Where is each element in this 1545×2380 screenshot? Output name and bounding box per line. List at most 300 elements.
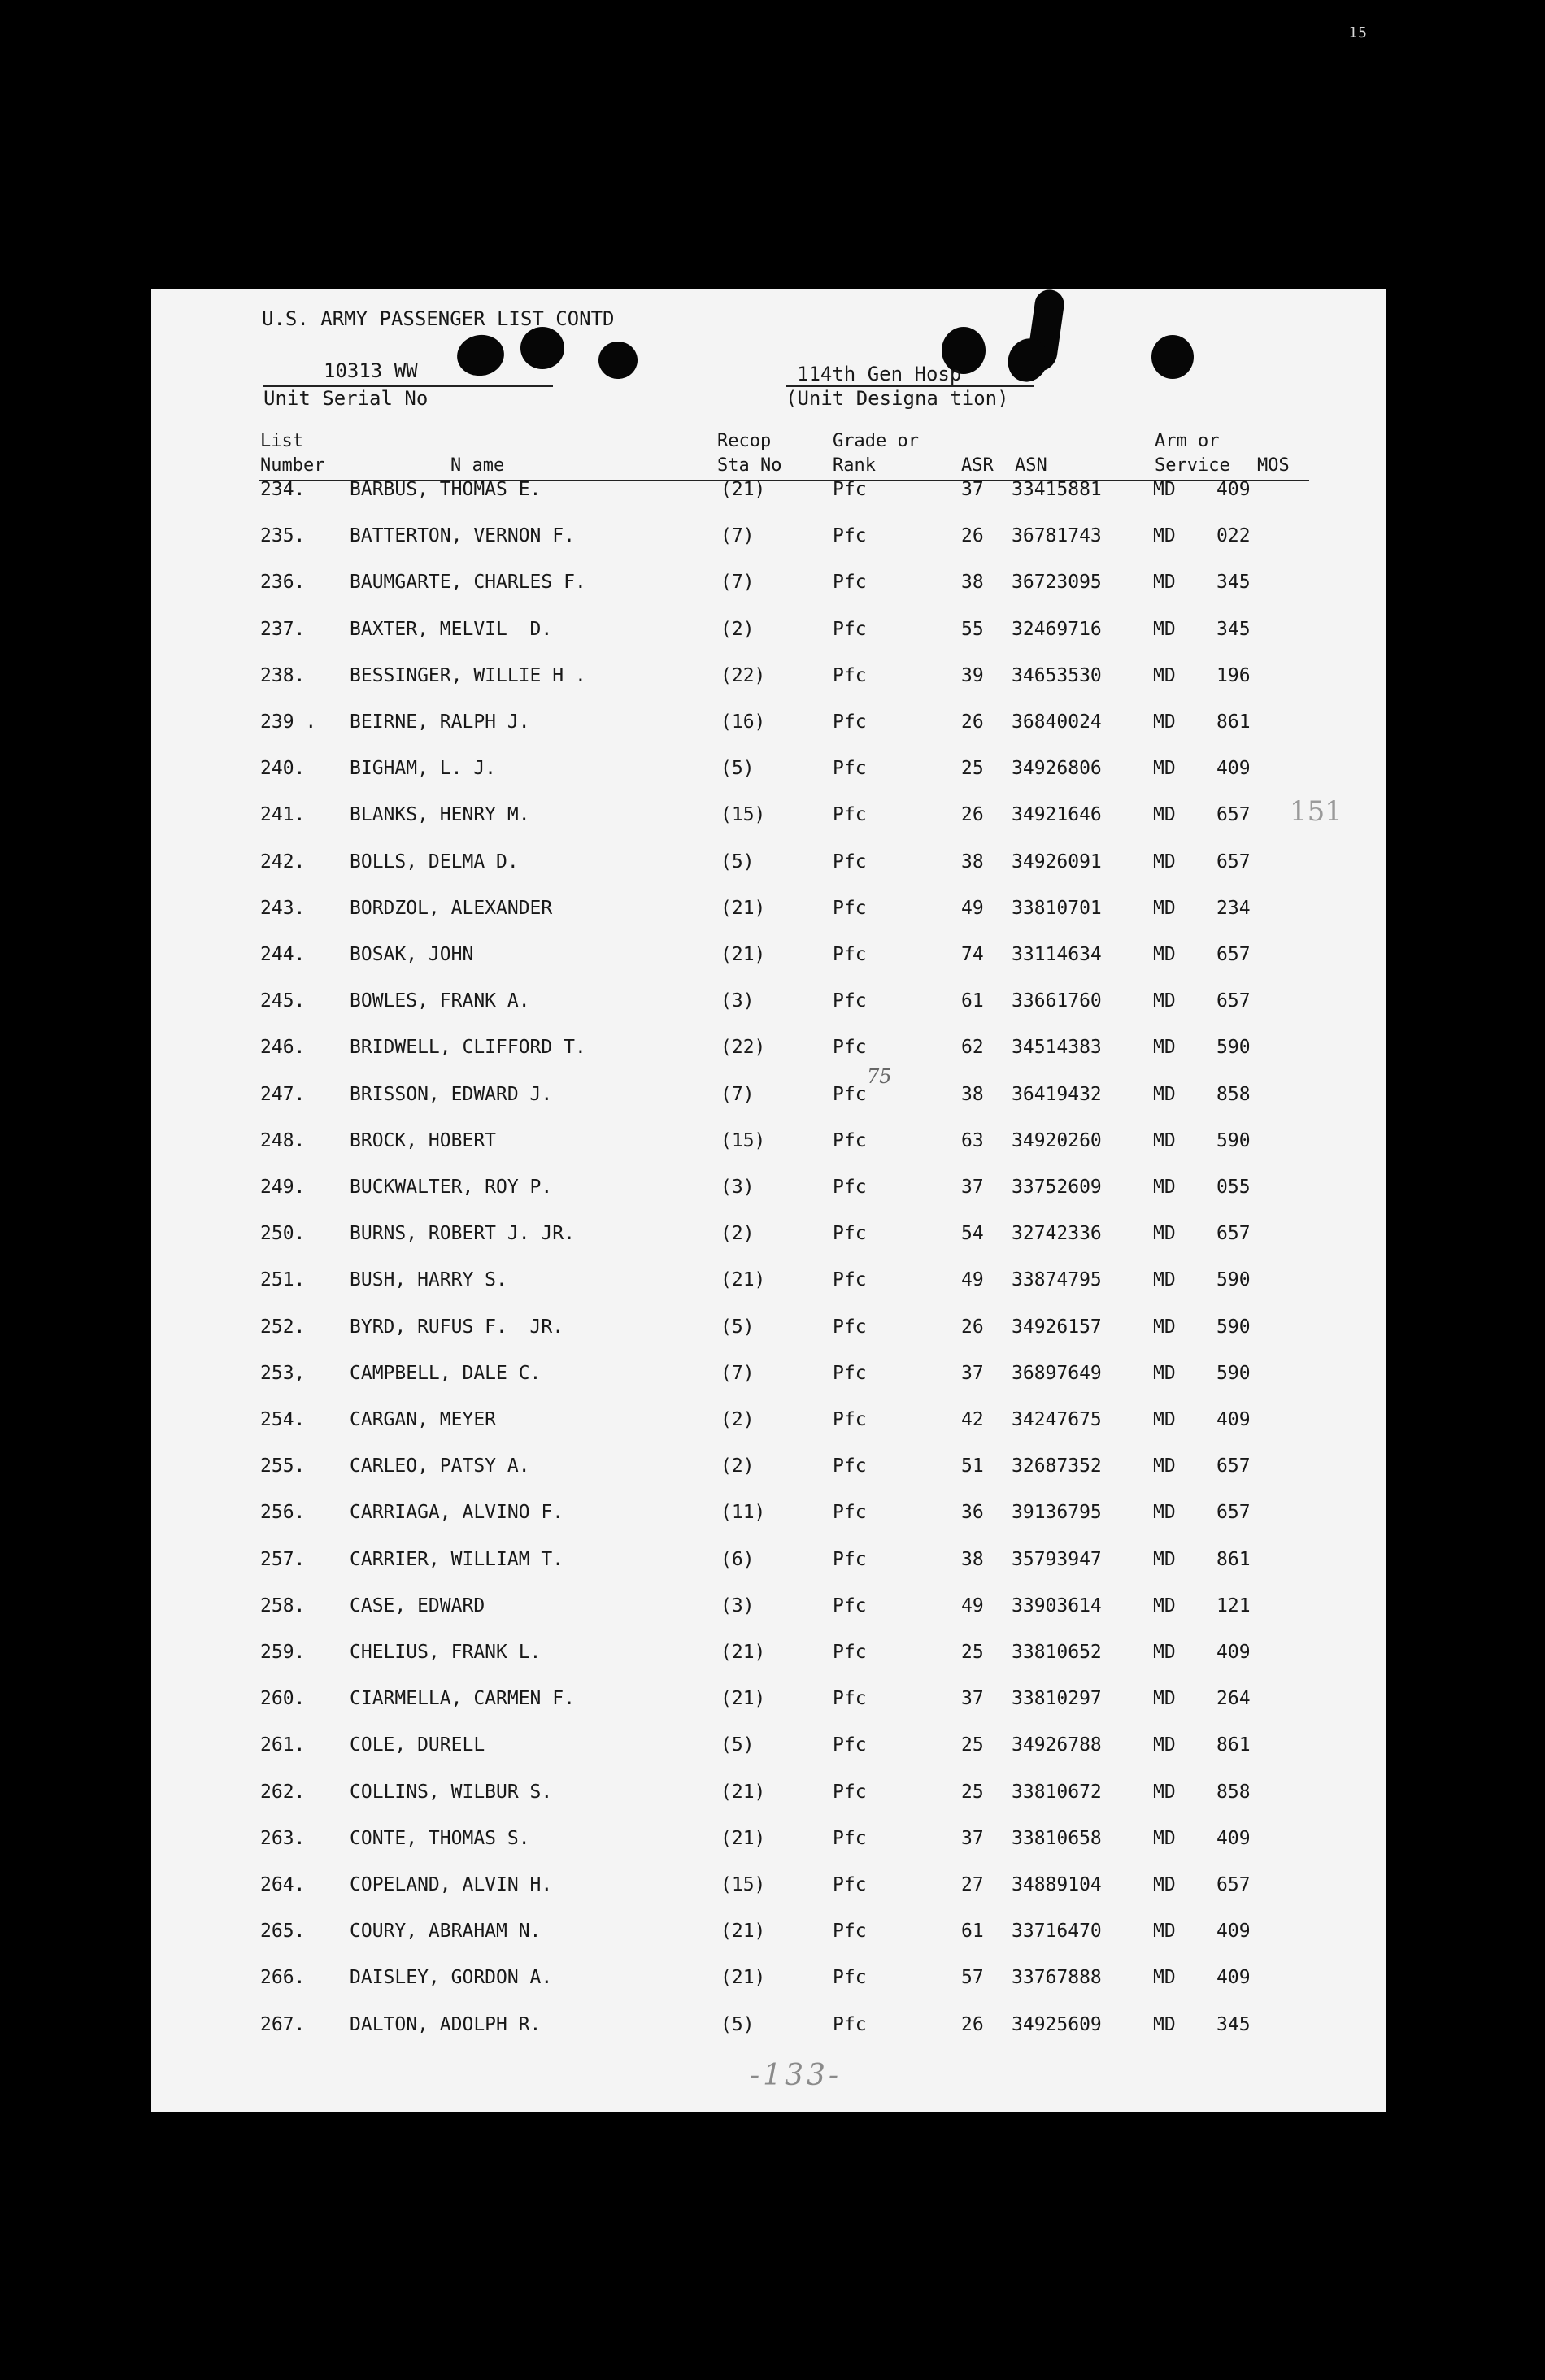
recop-station: (22) [720,664,766,686]
asr-score: 26 [961,2013,984,2035]
recop-station: (7) [720,572,755,594]
unit-designation-label: (Unit Designa tion) [786,385,1034,410]
table-row [151,849,1386,875]
arm-service: MD [1153,1362,1176,1384]
passenger-name: CARGAN, MEYER [350,1409,497,1430]
mos-code: 590 [1216,1037,1251,1059]
passenger-name: CARRIAGA, ALVINO F. [350,1502,564,1524]
table-row [151,1453,1386,1479]
table-row [151,1547,1386,1573]
mos-code: 409 [1216,758,1251,780]
passenger-name: COPELAND, ALVIN H. [350,1874,553,1895]
table-row [151,1732,1386,1758]
recop-station: (2) [720,1455,755,1477]
arm-service: MD [1153,1874,1176,1895]
grade-rank: Pfc [833,1269,867,1291]
mos-code: 409 [1216,1921,1251,1943]
recop-station: (21) [720,1642,766,1663]
grade-rank: Pfc [833,1781,867,1803]
list-number: 244. [260,944,306,965]
arm-service: MD [1153,1455,1176,1477]
arm-service: MD [1153,1129,1176,1151]
army-serial-number: 36897649 [1012,1362,1102,1384]
army-serial-number: 33716470 [1012,1921,1102,1943]
list-number: 247. [260,1083,306,1105]
grade-rank: Pfc [833,897,867,919]
list-number: 238. [260,664,306,686]
mos-code: 121 [1216,1595,1251,1616]
table-row [151,1686,1386,1712]
grade-rank: Pfc [833,990,867,1012]
asr-score: 63 [961,1129,984,1151]
recop-station: (6) [720,1548,755,1570]
army-serial-number: 33767888 [1012,1967,1102,1989]
column-header-asr: ASR [961,455,994,476]
mos-code: 590 [1216,1129,1251,1151]
recop-station: (21) [720,897,766,919]
grade-rank: Pfc [833,2013,867,2035]
unit-designation-value: 114th Gen Hosp [797,363,962,385]
list-number: 241. [260,804,306,826]
asr-score: 37 [961,479,984,500]
grade-rank: Pfc [833,664,867,686]
army-serial-number: 33810297 [1012,1688,1102,1710]
list-number: 262. [260,1781,306,1803]
mos-code: 861 [1216,1548,1251,1570]
mos-code: 657 [1216,851,1251,872]
recop-station: (21) [720,1967,766,1989]
list-number: 263. [260,1827,306,1849]
grade-rank: Pfc [833,618,867,640]
grade-rank: Pfc [833,1967,867,1989]
grade-rank: Pfc [833,572,867,594]
recop-station: (7) [720,525,755,547]
mos-code: 657 [1216,1874,1251,1895]
arm-service: MD [1153,758,1176,780]
grade-rank: Pfc [833,1455,867,1477]
mos-code: 055 [1216,1177,1251,1198]
passenger-name: BUCKWALTER, ROY P. [350,1177,553,1198]
arm-service: MD [1153,851,1176,872]
army-serial-number: 32742336 [1012,1223,1102,1245]
arm-service: MD [1153,1642,1176,1663]
arm-service: MD [1153,2013,1176,2035]
grade-rank: Pfc [833,479,867,500]
grade-rank: Pfc [833,1642,867,1663]
asr-score: 25 [961,1734,984,1756]
arm-service: MD [1153,1316,1176,1338]
army-serial-number: 32687352 [1012,1455,1102,1477]
grade-rank: Pfc [833,1129,867,1151]
passenger-name: DALTON, ADOLPH R. [350,2013,542,2035]
asr-score: 57 [961,1967,984,1989]
arm-service: MD [1153,525,1176,547]
army-serial-number: 34926157 [1012,1316,1102,1338]
asr-score: 27 [961,1874,984,1895]
arm-service: MD [1153,1595,1176,1616]
list-number: 257. [260,1548,306,1570]
list-number: 252. [260,1316,306,1338]
mos-code: 590 [1216,1316,1251,1338]
list-number: 266. [260,1967,306,1989]
asr-score: 38 [961,1548,984,1570]
asr-score: 25 [961,1781,984,1803]
mos-code: 657 [1216,944,1251,965]
asr-score: 38 [961,572,984,594]
grade-rank: Pfc [833,1083,867,1105]
table-row [151,1593,1386,1619]
unit-serial-label: Unit Serial No [263,385,553,410]
arm-service: MD [1153,1223,1176,1245]
arm-service: MD [1153,1781,1176,1803]
margin-page-number: 151 [1290,795,1343,828]
recop-station: (21) [720,479,766,500]
passenger-name: COURY, ABRAHAM N. [350,1921,542,1943]
column-header-name: N ame [450,455,505,476]
grade-rank: Pfc [833,1037,867,1059]
list-number: 249. [260,1177,306,1198]
mos-code: 409 [1216,1409,1251,1430]
asr-score: 49 [961,1595,984,1616]
passenger-name: BURNS, ROBERT J. JR. [350,1223,575,1245]
arm-service: MD [1153,1827,1176,1849]
mos-code: 657 [1216,1502,1251,1524]
mos-code: 345 [1216,2013,1251,2035]
recop-station: (5) [720,1316,755,1338]
grade-rank: Pfc [833,1177,867,1198]
table-row [151,1128,1386,1154]
army-serial-number: 34920260 [1012,1129,1102,1151]
army-serial-number: 34514383 [1012,1037,1102,1059]
asr-score: 26 [961,711,984,733]
passenger-name: CASE, EDWARD [350,1595,485,1616]
list-number: 261. [260,1734,306,1756]
arm-service: MD [1153,711,1176,733]
asr-score: 37 [961,1688,984,1710]
column-header-mos: MOS [1257,455,1290,476]
list-number: 245. [260,990,306,1012]
grade-rank: Pfc [833,1502,867,1524]
list-number: 246. [260,1037,306,1059]
passenger-name: BOWLES, FRANK A. [350,990,530,1012]
mos-code: 590 [1216,1269,1251,1291]
grade-rank: Pfc [833,1734,867,1756]
arm-service: MD [1153,618,1176,640]
mos-code: 264 [1216,1688,1251,1710]
table-row [151,523,1386,549]
list-number: 250. [260,1223,306,1245]
table-row [151,569,1386,595]
passenger-name: BATTERTON, VERNON F. [350,525,575,547]
army-serial-number: 33810652 [1012,1642,1102,1663]
recop-station: (5) [720,2013,755,2035]
list-number: 242. [260,851,306,872]
passenger-name: BAUMGARTE, CHARLES F. [350,572,586,594]
list-number: 267. [260,2013,306,2035]
list-number: 240. [260,758,306,780]
arm-service: MD [1153,479,1176,500]
asr-score: 26 [961,1316,984,1338]
recop-station: (21) [720,1781,766,1803]
mos-code: 861 [1216,711,1251,733]
passenger-name: BEIRNE, RALPH J. [350,711,530,733]
recop-station: (21) [720,944,766,965]
asr-score: 38 [961,1083,984,1105]
list-number: 254. [260,1409,306,1430]
arm-service: MD [1153,990,1176,1012]
arm-service: MD [1153,944,1176,965]
list-number: 265. [260,1921,306,1943]
mos-code: 022 [1216,525,1251,547]
recop-station: (5) [720,851,755,872]
table-row [151,1220,1386,1247]
recop-station: (7) [720,1083,755,1105]
asr-score: 25 [961,1642,984,1663]
grade-rank: Pfc [833,1223,867,1245]
army-serial-number: 33903614 [1012,1595,1102,1616]
passenger-list-page [151,289,1386,2112]
recop-station: (5) [720,758,755,780]
grade-rank: Pfc [833,1921,867,1943]
list-number: 237. [260,618,306,640]
mos-code: 409 [1216,1967,1251,1989]
mos-code: 858 [1216,1781,1251,1803]
grade-rank: Pfc [833,1595,867,1616]
passenger-name: CIARMELLA, CARMEN F. [350,1688,575,1710]
table-row [151,1314,1386,1340]
recop-station: (21) [720,1921,766,1943]
grade-rank: Pfc [833,525,867,547]
mos-code: 409 [1216,479,1251,500]
passenger-name: BLANKS, HENRY M. [350,804,530,826]
recop-station: (3) [720,1177,755,1198]
table-row [151,1267,1386,1293]
table-row [151,709,1386,735]
recop-station: (11) [720,1502,766,1524]
asr-score: 54 [961,1223,984,1245]
army-serial-number: 33752609 [1012,1177,1102,1198]
mos-code: 409 [1216,1827,1251,1849]
army-serial-number: 34247675 [1012,1409,1102,1430]
mos-code: 861 [1216,1734,1251,1756]
list-number: 256. [260,1502,306,1524]
army-serial-number: 34925609 [1012,2013,1102,2035]
table-row [151,1499,1386,1525]
army-serial-number: 36840024 [1012,711,1102,733]
recop-station: (3) [720,990,755,1012]
army-serial-number: 33810672 [1012,1781,1102,1803]
passenger-name: BORDZOL, ALEXANDER [350,897,553,919]
passenger-name: CONTE, THOMAS S. [350,1827,530,1849]
army-serial-number: 34921646 [1012,804,1102,826]
asr-score: 37 [961,1177,984,1198]
asr-score: 37 [961,1362,984,1384]
army-serial-number: 33874795 [1012,1269,1102,1291]
recop-station: (5) [720,1734,755,1756]
grade-rank: Pfc [833,1548,867,1570]
list-number: 235. [260,525,306,547]
recop-station: (15) [720,804,766,826]
mos-code: 196 [1216,664,1251,686]
table-row [151,476,1386,503]
list-number: 236. [260,572,306,594]
table-row [151,2012,1386,2038]
passenger-name: BYRD, RUFUS F. JR. [350,1316,564,1338]
army-serial-number: 34653530 [1012,664,1102,686]
column-header-recop-sta: Recop Sta No [717,431,782,476]
table-row [151,1174,1386,1200]
handwritten-rank-note: 75 [867,1065,892,1088]
recop-station: (15) [720,1129,766,1151]
army-serial-number: 33114634 [1012,944,1102,965]
column-header-list-number: List Number [260,431,325,476]
table-row [151,1407,1386,1433]
arm-service: MD [1153,1177,1176,1198]
table-row [151,895,1386,921]
list-number: 239 . [260,711,317,733]
asr-score: 61 [961,990,984,1012]
table-row [151,1779,1386,1805]
mos-code: 657 [1216,990,1251,1012]
passenger-name: BOLLS, DELMA D. [350,851,519,872]
table-row [151,1872,1386,1898]
passenger-name: COLLINS, WILBUR S. [350,1781,553,1803]
recop-station: (21) [720,1827,766,1849]
mos-code: 409 [1216,1642,1251,1663]
army-serial-number: 33810701 [1012,897,1102,919]
passenger-name: BARBUS, THOMAS E. [350,479,542,500]
table-row [151,663,1386,689]
passenger-name: BESSINGER, WILLIE H . [350,664,586,686]
table-row [151,1360,1386,1386]
grade-rank: Pfc [833,1688,867,1710]
army-serial-number: 34889104 [1012,1874,1102,1895]
column-header-asn: ASN [1015,455,1047,476]
recop-station: (2) [720,618,755,640]
column-header-arm-service: Arm or Service [1155,431,1230,476]
table-row [151,1825,1386,1851]
list-number: 248. [260,1129,306,1151]
passenger-name: BIGHAM, L. J. [350,758,497,780]
list-number: 251. [260,1269,306,1291]
arm-service: MD [1153,1409,1176,1430]
recop-station: (2) [720,1409,755,1430]
arm-service: MD [1153,1734,1176,1756]
recop-station: (21) [720,1688,766,1710]
grade-rank: Pfc [833,1409,867,1430]
table-row [151,1081,1386,1107]
recop-station: (2) [720,1223,755,1245]
army-serial-number: 33810658 [1012,1827,1102,1849]
arm-service: MD [1153,1688,1176,1710]
grade-rank: Pfc [833,1316,867,1338]
army-serial-number: 35793947 [1012,1548,1102,1570]
mos-code: 657 [1216,1223,1251,1245]
mos-code: 234 [1216,897,1251,919]
grade-rank: Pfc [833,1874,867,1895]
table-row [151,1639,1386,1665]
army-serial-number: 36723095 [1012,572,1102,594]
asr-score: 42 [961,1409,984,1430]
army-serial-number: 33415881 [1012,479,1102,500]
table-row [151,1964,1386,1991]
passenger-name: CHELIUS, FRANK L. [350,1642,542,1663]
army-serial-number: 34926806 [1012,758,1102,780]
recop-station: (21) [720,1269,766,1291]
recop-station: (3) [720,1595,755,1616]
mos-code: 590 [1216,1362,1251,1384]
unit-serial-value: 10313 WW [324,359,418,382]
arm-service: MD [1153,1967,1176,1989]
passenger-name: BUSH, HARRY S. [350,1269,507,1291]
passenger-name: DAISLEY, GORDON A. [350,1967,553,1989]
recop-station: (16) [720,711,766,733]
arm-service: MD [1153,804,1176,826]
army-serial-number: 33661760 [1012,990,1102,1012]
table-row [151,988,1386,1014]
table-row [151,755,1386,781]
grade-rank: Pfc [833,804,867,826]
asr-score: 26 [961,525,984,547]
list-number: 264. [260,1874,306,1895]
grade-rank: Pfc [833,851,867,872]
army-serial-number: 36419432 [1012,1083,1102,1105]
document-title: U.S. ARMY PASSENGER LIST CONTD [262,307,615,330]
arm-service: MD [1153,1548,1176,1570]
passenger-name: BROCK, HOBERT [350,1129,497,1151]
list-number: 258. [260,1595,306,1616]
list-number: 259. [260,1642,306,1663]
table-row [151,942,1386,968]
grade-rank: Pfc [833,944,867,965]
arm-service: MD [1153,572,1176,594]
list-number: 260. [260,1688,306,1710]
passenger-name: CAMPBELL, DALE C. [350,1362,542,1384]
grade-rank: Pfc [833,1827,867,1849]
army-serial-number: 36781743 [1012,525,1102,547]
passenger-name: BRISSON, EDWARD J. [350,1083,553,1105]
list-number: 243. [260,897,306,919]
mos-code: 345 [1216,572,1251,594]
army-serial-number: 32469716 [1012,618,1102,640]
list-number: 253, [260,1362,306,1384]
arm-service: MD [1153,1083,1176,1105]
passenger-name: CARRIER, WILLIAM T. [350,1548,564,1570]
mos-code: 657 [1216,1455,1251,1477]
passenger-rows [151,289,1386,2112]
arm-service: MD [1153,1502,1176,1524]
page-number-note: -133- [750,2059,842,2092]
army-serial-number: 39136795 [1012,1502,1102,1524]
asr-score: 26 [961,804,984,826]
army-serial-number: 34926091 [1012,851,1102,872]
passenger-name: COLE, DURELL [350,1734,485,1756]
column-header-grade-rank: Grade or Rank [833,431,919,476]
corner-mark: 15 [1348,24,1368,41]
list-number: 234. [260,479,306,500]
passenger-name: BOSAK, JOHN [350,944,474,965]
arm-service: MD [1153,897,1176,919]
list-number: 255. [260,1455,306,1477]
asr-score: 55 [961,618,984,640]
grade-rank: Pfc [833,711,867,733]
asr-score: 49 [961,897,984,919]
asr-score: 74 [961,944,984,965]
arm-service: MD [1153,1037,1176,1059]
asr-score: 37 [961,1827,984,1849]
grade-rank: Pfc [833,1362,867,1384]
grade-rank: Pfc [833,758,867,780]
